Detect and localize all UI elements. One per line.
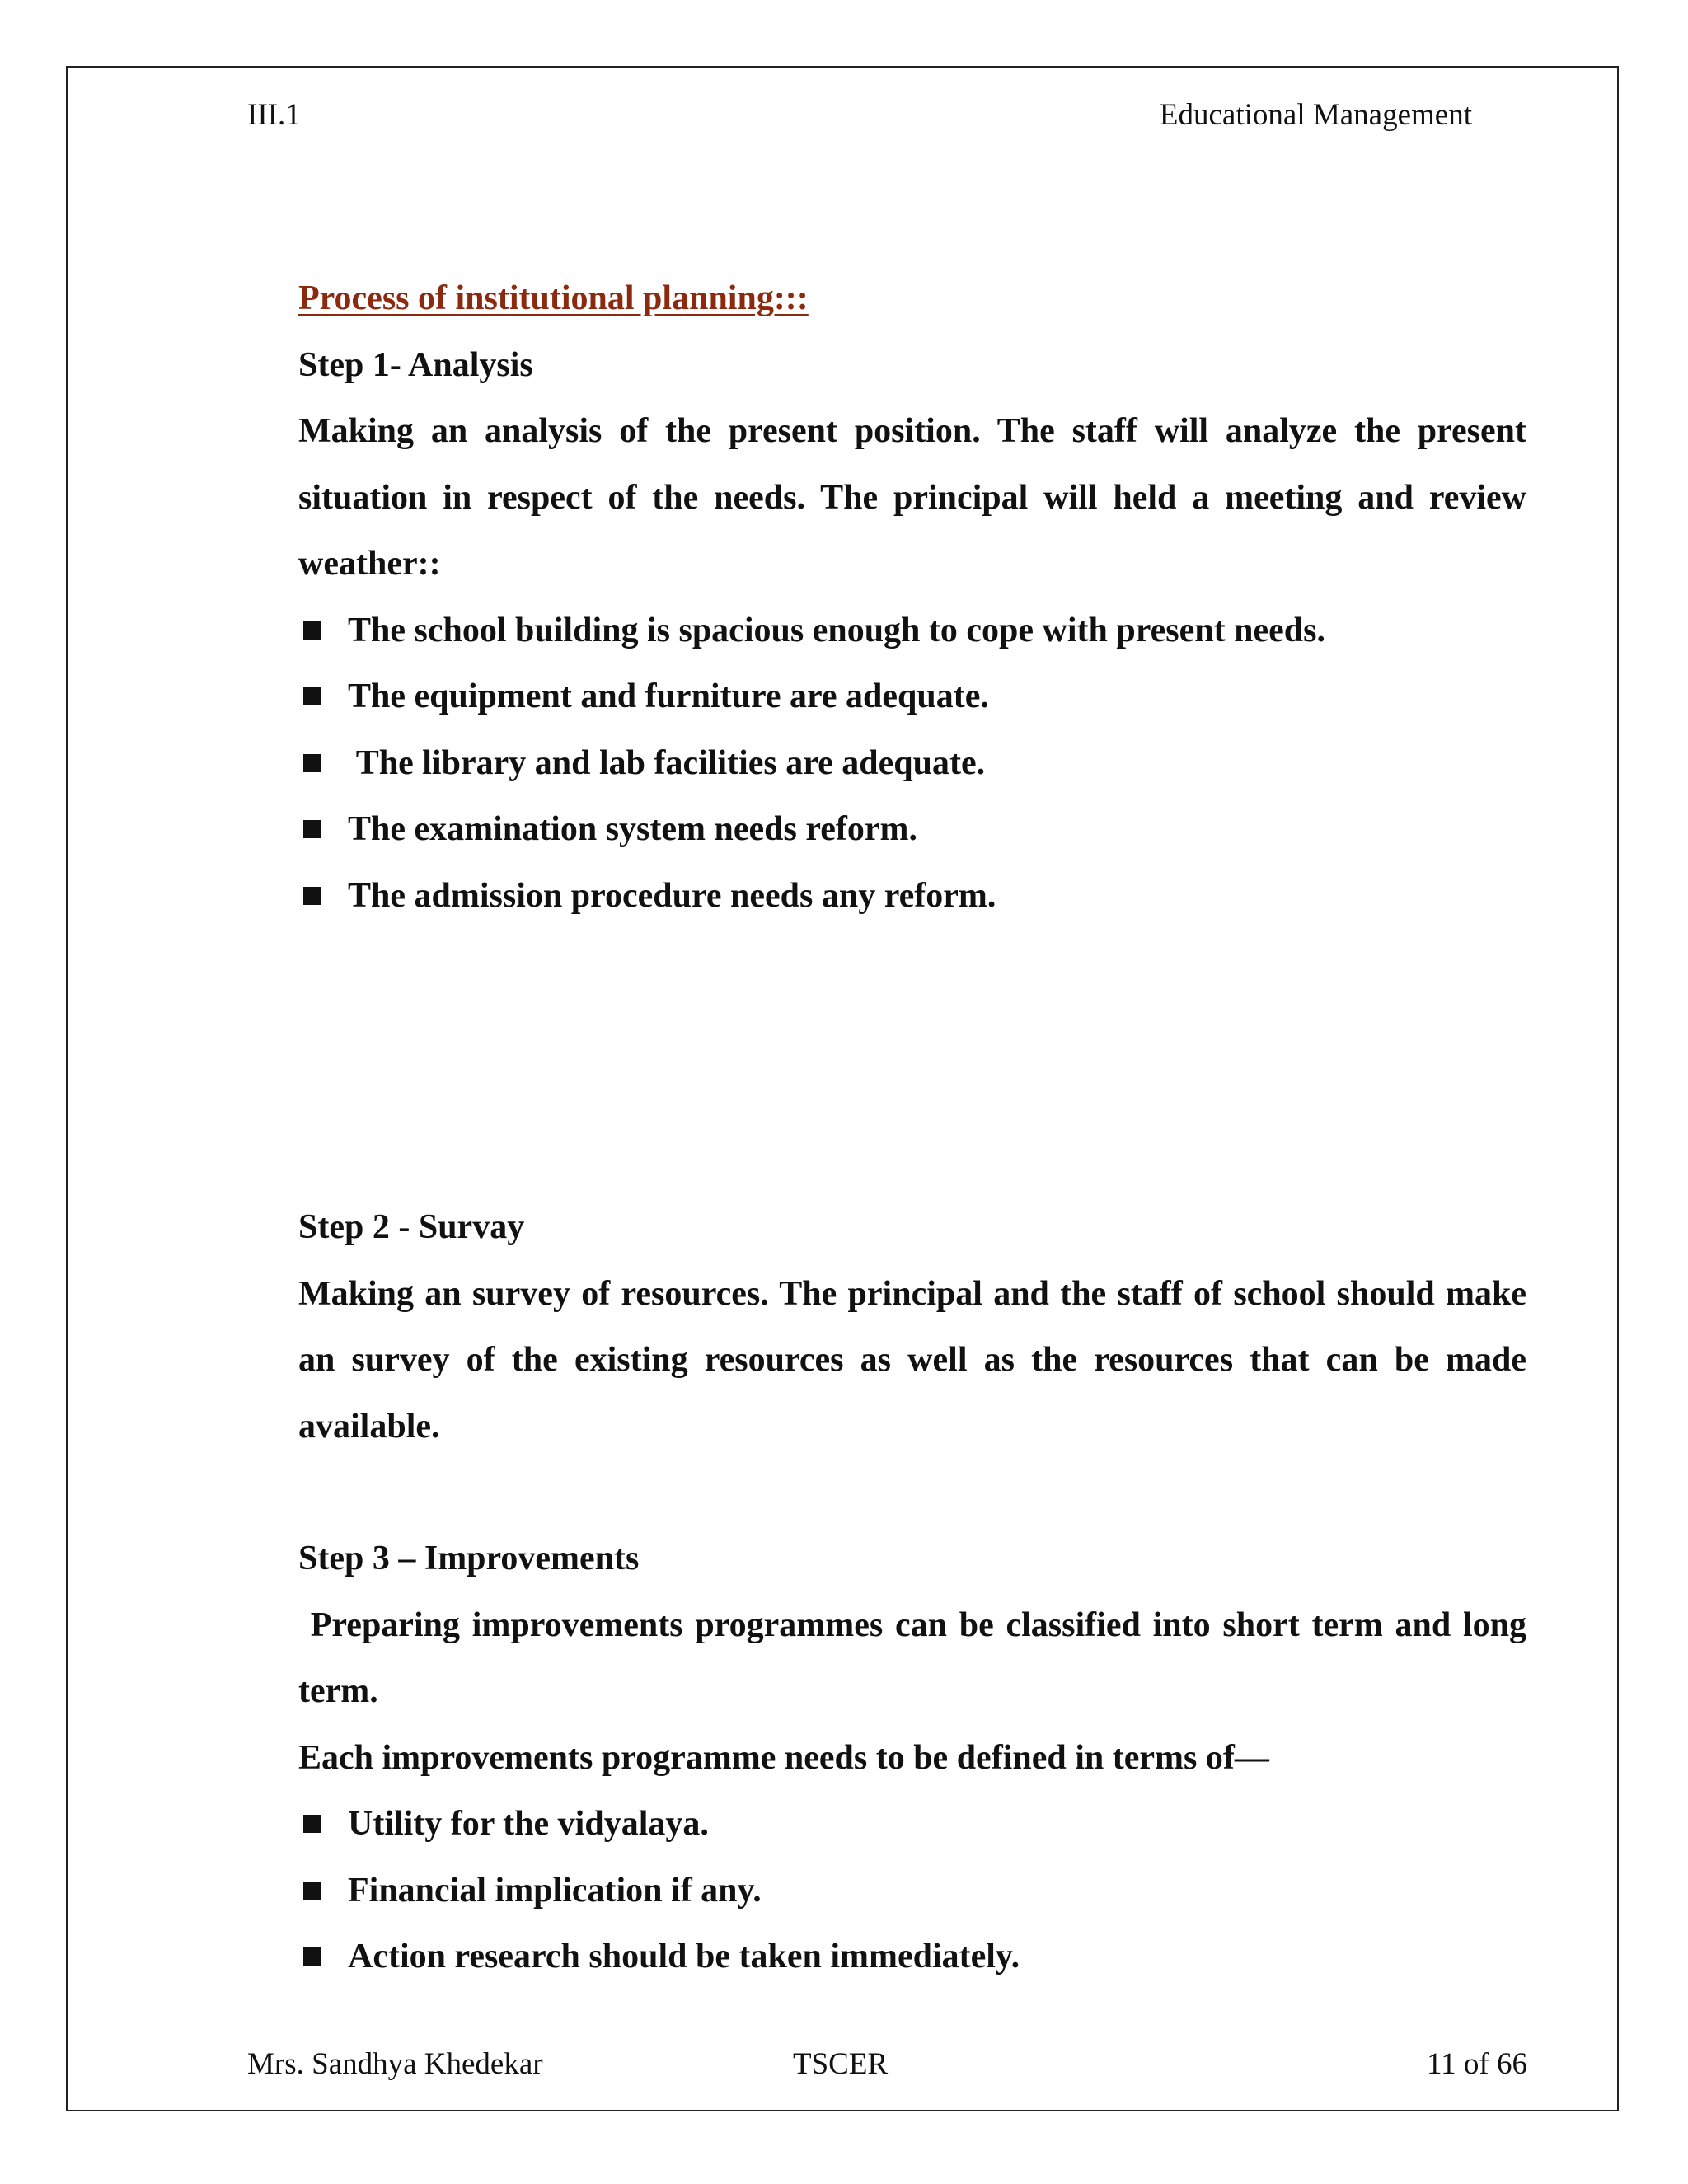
- header-subject: Educational Management: [1159, 98, 1472, 132]
- list-item: Action research should be taken immediately.: [298, 1924, 1526, 1990]
- step1-paragraph: Making an analysis of the present position. The staff will analyze the present situation in respect of the needs. The principal will held a meeting and review weather::: [298, 412, 1526, 583]
- step3-heading: Step 3 – Improvements: [298, 1540, 640, 1577]
- list-item: The examination system needs reform.: [298, 796, 1526, 863]
- list-item: The library and lab facilities are adequate.: [298, 730, 1526, 797]
- bullet-square-icon: [303, 687, 321, 705]
- list-item: Financial implication if any.: [298, 1858, 1526, 1924]
- list-item: The equipment and furniture are adequate.: [298, 663, 1526, 730]
- blank-space: [298, 1460, 1526, 1526]
- step1-heading: Step 1- Analysis: [298, 345, 533, 384]
- step3-paragraph: Preparing improvements programmes can be classified into short term and long term.: [298, 1605, 1536, 1710]
- section-title: Process of institutional planning:::: [298, 279, 809, 317]
- bullet-square-icon: [303, 887, 321, 905]
- bullet-square-icon: [303, 820, 321, 838]
- bullet-square-icon: [303, 754, 321, 772]
- bullet-square-icon: [303, 1882, 321, 1900]
- step3-paragraph-2: Each improvements programme needs to be defined in terms of—: [298, 1738, 1269, 1777]
- bullet-square-icon: [303, 621, 321, 640]
- list-item: Utility for the vidyalaya.: [298, 1791, 1526, 1858]
- list-item: The school building is spacious enough to cope with present needs.: [298, 598, 1526, 664]
- list-item: The admission procedure needs any reform.: [298, 863, 1526, 930]
- bullet-square-icon: [303, 1815, 321, 1833]
- step2-heading: Step 2 - Survay: [298, 1208, 525, 1246]
- document-body: [298, 265, 1536, 1990]
- blank-space: [298, 929, 1526, 1194]
- header-section-number: III.1: [247, 98, 301, 132]
- footer-institution: TSCER: [793, 2047, 889, 2081]
- footer-page-number: 11 of 66: [1427, 2047, 1527, 2081]
- step2-paragraph: Making an survey of resources. The principal and the staff of school should make an survey of the existing resources as well as the resources that can be made available.: [298, 1274, 1526, 1446]
- footer-author: Mrs. Sandhya Khedekar: [247, 2047, 543, 2081]
- bullet-square-icon: [303, 1947, 321, 1966]
